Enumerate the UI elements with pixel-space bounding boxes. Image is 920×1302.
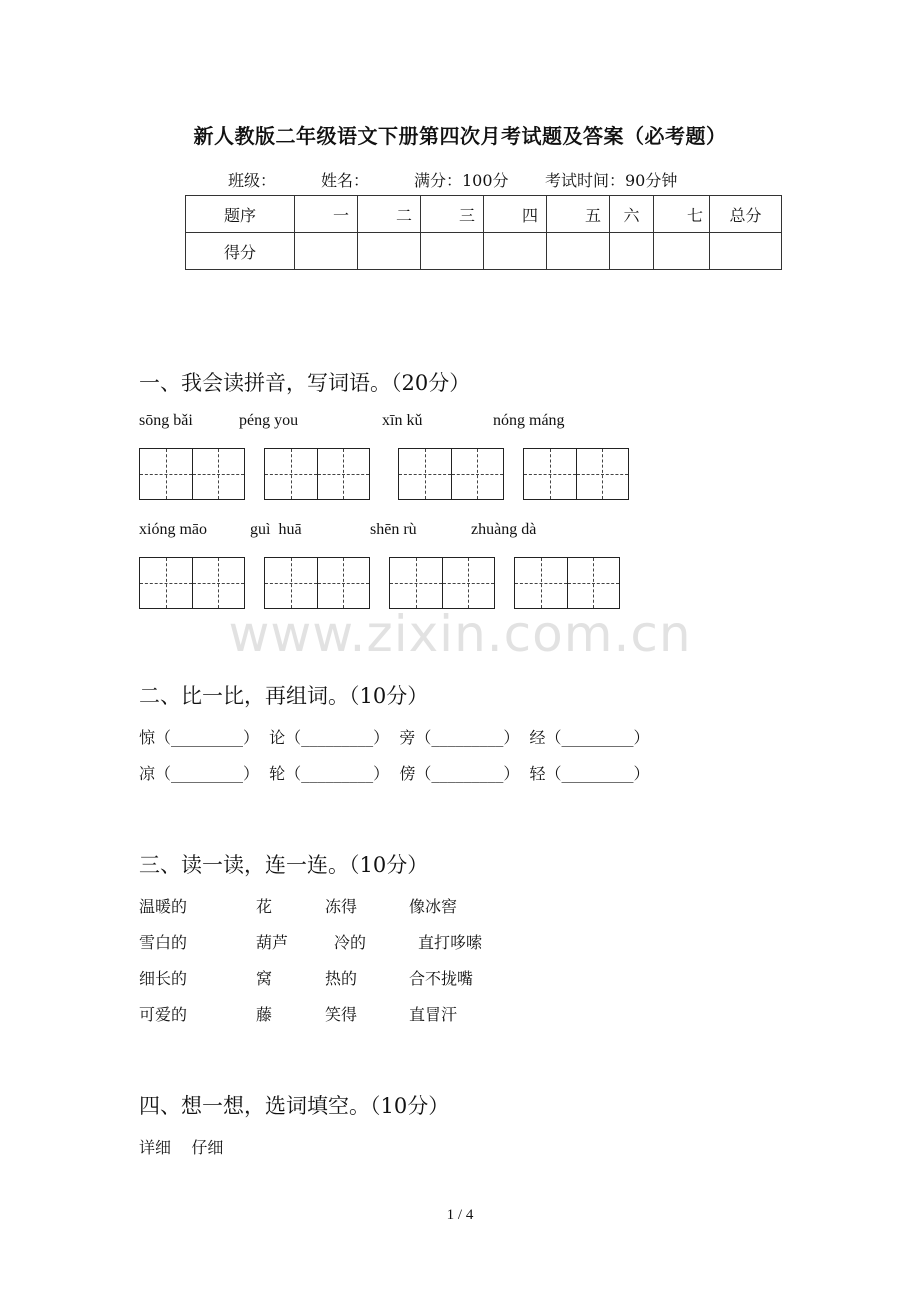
score-table — [185, 195, 782, 270]
match-word: 合不拢嘴 — [409, 969, 474, 988]
match-word: 窝 — [256, 969, 273, 988]
pinyin-label: shēn rù — [370, 521, 417, 538]
exam-time: 考试时间：90分钟 — [545, 171, 678, 190]
match-word: 可爱的 — [139, 1005, 188, 1024]
section1-heading: 一、我会读拼音，写词语。（20分） — [139, 371, 471, 395]
table-cell[interactable] — [610, 233, 654, 270]
table-cell: 总分 — [710, 196, 782, 233]
writing-grid[interactable] — [389, 557, 495, 609]
writing-grid[interactable] — [264, 557, 370, 609]
page-number: 1 / 4 — [446, 1207, 474, 1223]
match-word: 冷的 — [334, 933, 367, 952]
pinyin-label: zhuàng dà — [471, 521, 537, 538]
score-table-header-row — [186, 196, 782, 233]
table-cell[interactable] — [484, 233, 547, 270]
table-cell[interactable] — [547, 233, 610, 270]
table-cell: 得分 — [186, 233, 295, 270]
table-cell: 一 — [295, 196, 358, 233]
table-cell[interactable] — [710, 233, 782, 270]
table-cell: 五 — [547, 196, 610, 233]
match-word: 细长的 — [139, 969, 188, 988]
match-word: 冻得 — [325, 897, 358, 916]
table-cell[interactable] — [654, 233, 710, 270]
pinyin-label: guì huā — [250, 521, 302, 538]
compare-line: 惊（_________） 论（_________） 旁（_________） 经（_________） — [139, 728, 650, 747]
match-word: 热的 — [325, 969, 358, 988]
writing-grid[interactable] — [264, 448, 370, 500]
pinyin-label: péng you — [239, 412, 299, 429]
section4-heading: 四、想一想，选词填空。（10分） — [139, 1094, 450, 1118]
score-table-row — [186, 233, 782, 270]
writing-grid[interactable] — [523, 448, 629, 500]
class-label: 班级： — [228, 171, 277, 190]
word-choices: 详细 仔细 — [139, 1138, 224, 1157]
match-word: 藤 — [256, 1005, 273, 1024]
match-word: 花 — [256, 897, 273, 916]
section3-heading: 三、读一读，连一连。（10分） — [139, 853, 429, 877]
writing-grid[interactable] — [514, 557, 620, 609]
match-word: 葫芦 — [256, 933, 289, 952]
page-title: 新人教版二年级语文下册第四次月考试题及答案（必考题） — [193, 124, 727, 148]
table-cell: 题序 — [186, 196, 295, 233]
table-cell: 三 — [421, 196, 484, 233]
watermark: www.zixin.com.cn — [228, 605, 692, 663]
match-word: 雪白的 — [139, 933, 188, 952]
full-score: 满分：100分 — [414, 171, 509, 190]
pinyin-label: xīn kǔ — [382, 412, 423, 429]
writing-grid[interactable] — [139, 448, 245, 500]
match-word: 直打哆嗦 — [418, 933, 483, 952]
table-cell: 七 — [654, 196, 710, 233]
pinyin-label: sōng bǎi — [139, 412, 193, 429]
writing-grid[interactable] — [398, 448, 504, 500]
table-cell[interactable] — [295, 233, 358, 270]
table-cell: 二 — [358, 196, 421, 233]
match-word: 温暖的 — [139, 897, 188, 916]
table-cell[interactable] — [358, 233, 421, 270]
compare-line: 凉（_________） 轮（_________） 傍（_________） 轻（_________） — [139, 764, 650, 783]
pinyin-label: xióng māo — [139, 521, 207, 538]
table-cell[interactable] — [421, 233, 484, 270]
table-cell: 六 — [610, 196, 654, 233]
match-word: 直冒汗 — [409, 1005, 458, 1024]
writing-grid[interactable] — [139, 557, 245, 609]
pinyin-label: nóng máng — [493, 412, 565, 429]
name-label: 姓名： — [321, 171, 370, 190]
match-word: 笑得 — [325, 1005, 358, 1024]
match-word: 像冰窖 — [409, 897, 458, 916]
table-cell: 四 — [484, 196, 547, 233]
section2-heading: 二、比一比，再组词。（10分） — [139, 684, 429, 708]
